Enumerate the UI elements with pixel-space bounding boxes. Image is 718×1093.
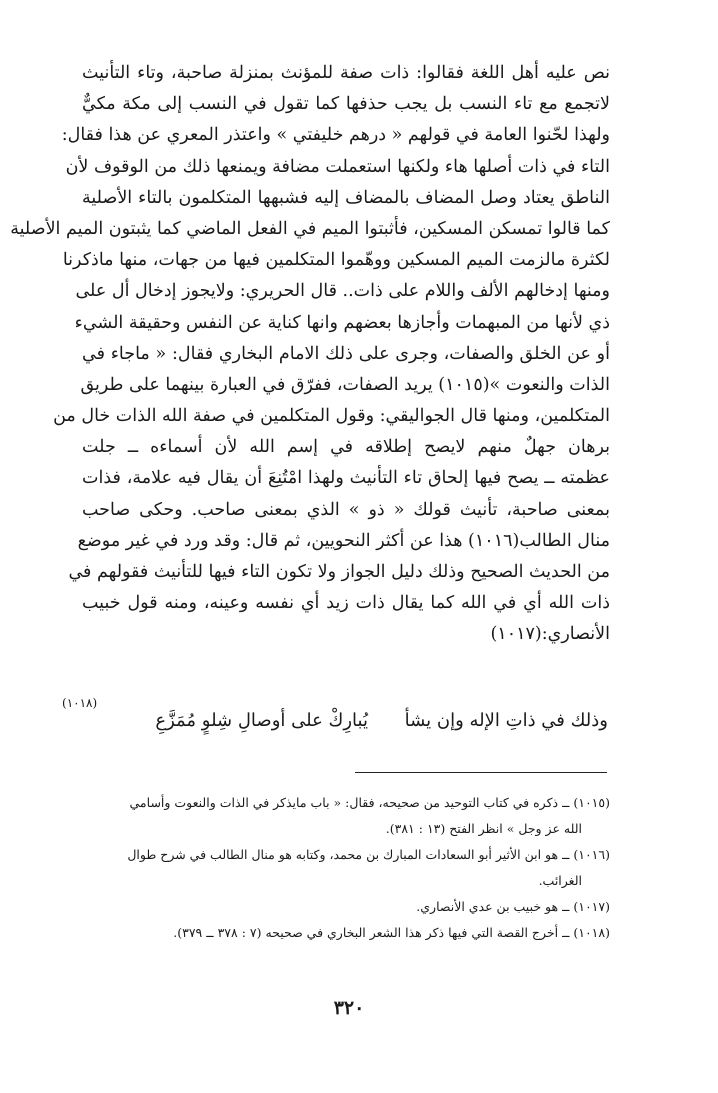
footnote-separator [355,772,607,773]
text-line: الناطق يعتاد وصل المضاف بالمضاف إليه فشبهها المتكلمون بالتاء الأصلية [82,187,610,208]
text-line: ولهذا لحّنوا العامة في قولهم « درهم خليفتي » واعتذر المعري عن هذا فقال: [61,125,610,146]
text-line: نص عليه أهل اللغة فقالوا: ذات صفة للمؤنث بمنزلة صاحبة، وتاء التأنيث [82,63,610,83]
footnotes-block [80,790,610,946]
text-line: ذات الله أي في الله كما يقال ذات زيد أي نفسه وعينه، ومنه قول خبيب [82,593,610,614]
footnote-continuation: الله عز وجل » انظر الفتح (١٣ : ٣٨١). [385,821,582,836]
text-line: بمعنى صاحبة، تأنيث قولك « ذو » الذي بمعنى صاحب. وحكى صاحب [82,499,610,520]
main-text-block [10,58,610,651]
verse-second-hemistich: يُبارِكْ على أوصالِ شِلوٍ مُمَزَّعِ [155,710,368,731]
text-line: عظمته ــ يصح فيها إلحاق تاء التأنيث ولهذا امْتُنِعَ أن يقال فيه علامة، فذات [82,468,610,489]
text-line: الذات والنعوت »(١٠١٥) يريد الصفات، ففرّق في العبارة بينهما على طريق [80,374,610,395]
footnote [80,842,610,894]
text-line: لاتجمع مع تاء النسب بل يجب حذفها كما تقول في النسب إلى مكة مكيٌّ [82,94,610,115]
text-line: التاء في ذات أصلها هاء ولكنها استعملت مضافة ويمنعها ذلك من الوقوف لأن [65,156,610,177]
text-line: لكثرة مالزمت الميم المسكين ووهّموا المتكلمين فيها من جهات، منها ماذكرنا [62,250,610,271]
footnote-continuation: الغرائب. [538,873,582,888]
text-line: برهان جهلٌ منهم لايصح إطلاقه في إسم الله لأن أسماءه ــ جلت [82,437,610,458]
text-line: المتكلمين، ومنها قال الجواليقي: وقول المتكلمين في صفة الله الذات خال من [53,406,610,427]
footnote-text: (١٠١٦) ــ هو ابن الأثير أبو السعادات المبارك بن محمد، وكتابه هو منال الطالب في شرح طوال [127,847,610,862]
verse-first-hemistich: وذلك في ذاتِ الإله وإن يشأ [404,710,608,731]
footnote [80,790,610,842]
verse-footnote-ref: (١٠١٨) [62,696,98,710]
text-line: ومنها إدخالهم الألف واللام على ذات.. قال الحريري: ولايجوز إدخال أل على [75,281,610,302]
footnote [80,894,610,920]
page-number: ٣٢٠ [333,997,365,1019]
footnote [80,920,610,946]
poetry-verse [60,696,608,744]
text-line: أو عن الخلق والصفات، وجرى على ذلك الامام البخاري فقال: « ماجاء في [82,343,610,364]
text-line: الأنصاري:(١٠١٧) [490,624,610,645]
text-line: كما قالوا تمسكن المسكين، فأثبتوا الميم في الفعل الماضي كما يثبتون الميم الأصلية [10,218,610,239]
footnote-text: (١٠١٧) ــ هو خبيب بن عدي الأنصاري. [416,899,610,914]
text-line: منال الطالب(١٠١٦) هذا عن أكثر النحويين، ثم قال: وقد ورد في غير موضع [77,530,610,551]
footnote-text: (١٠١٨) ــ أخرج القصة التي فيها ذكر هذا الشعر البخاري في صحيحه (٧ : ٣٧٨ ــ ٣٧٩). [173,925,610,940]
footnote-text: (١٠١٥) ــ ذكره في كتاب التوحيد من صحيحه، فقال: « باب مايذكر في الذات والنعوت وأسامي [129,795,610,810]
text-line: ذي لأنها من المبهمات وأجازها بعضهم وانها كناية عن النفس وحقيقة الشيء [74,312,610,333]
text-line: من الحديث الصحيح وذلك دليل الجواز ولا تكون التاء فيها للتأنيث فقولهم في [68,562,610,582]
